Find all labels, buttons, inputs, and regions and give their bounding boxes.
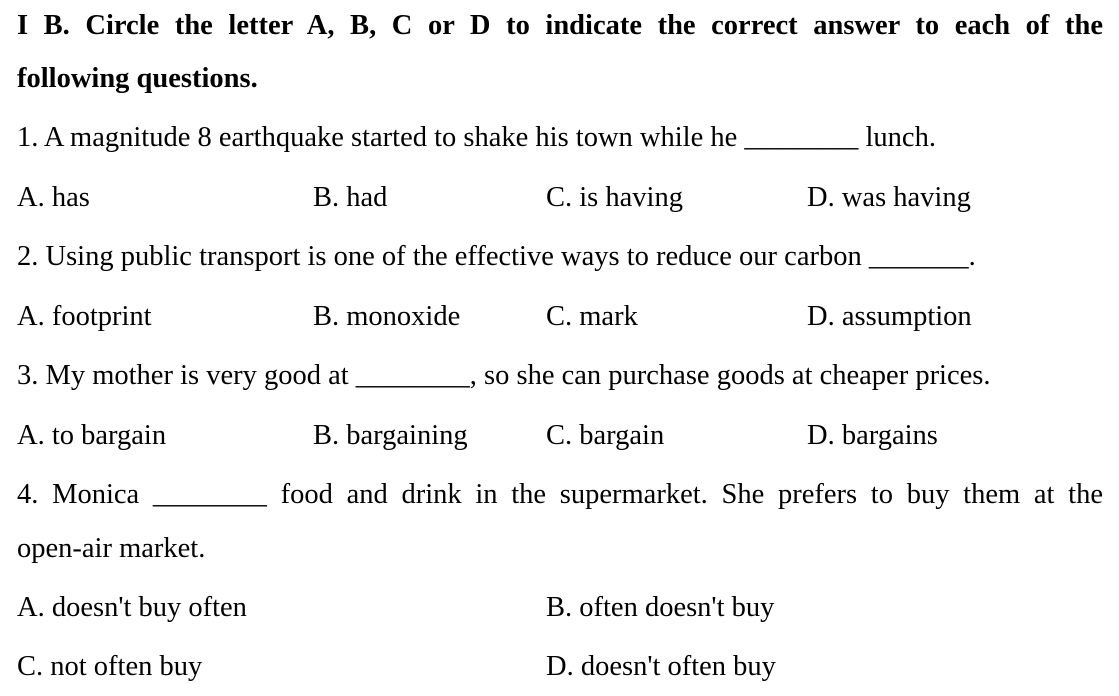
question-4-option-a[interactable]: A. doesn't buy often (17, 592, 247, 623)
instruction-heading-line-2: following questions. (17, 63, 258, 94)
question-1-stem: 1. A magnitude 8 earthquake started to shake his town while he ________ lunch. (17, 122, 936, 153)
question-1-option-d[interactable]: D. was having (807, 182, 971, 213)
question-2-option-a[interactable]: A. footprint (17, 301, 152, 332)
question-4-option-c[interactable]: C. not often buy (17, 651, 203, 682)
question-2-option-c[interactable]: C. mark (546, 301, 638, 332)
question-1-option-b[interactable]: B. had (313, 182, 388, 213)
question-3-option-c[interactable]: C. bargain (546, 420, 665, 451)
instruction-heading-line-1: I B. Circle the letter A, B, C or D to indicate the correct answer to each of the (17, 10, 1103, 41)
question-4-option-b[interactable]: B. often doesn't buy (546, 592, 775, 623)
question-2-option-b[interactable]: B. monoxide (313, 301, 461, 332)
question-2-stem: 2. Using public transport is one of the effective ways to reduce our carbon _______. (17, 241, 976, 272)
question-1-option-a[interactable]: A. has (17, 182, 90, 213)
question-4-option-d[interactable]: D. doesn't often buy (546, 651, 776, 682)
question-1-option-c[interactable]: C. is having (546, 182, 683, 213)
question-3-stem: 3. My mother is very good at ________, so she can purchase goods at cheaper prices. (17, 360, 991, 391)
question-4-stem-line-2: open-air market. (17, 533, 206, 564)
question-3-option-b[interactable]: B. bargaining (313, 420, 468, 451)
question-3-option-a[interactable]: A. to bargain (17, 420, 167, 451)
question-2-option-d[interactable]: D. assumption (807, 301, 972, 332)
question-4-stem-line-1: 4. Monica ________ food and drink in the supermarket. She prefers to buy them at the (17, 479, 1103, 510)
question-3-option-d[interactable]: D. bargains (807, 420, 938, 451)
